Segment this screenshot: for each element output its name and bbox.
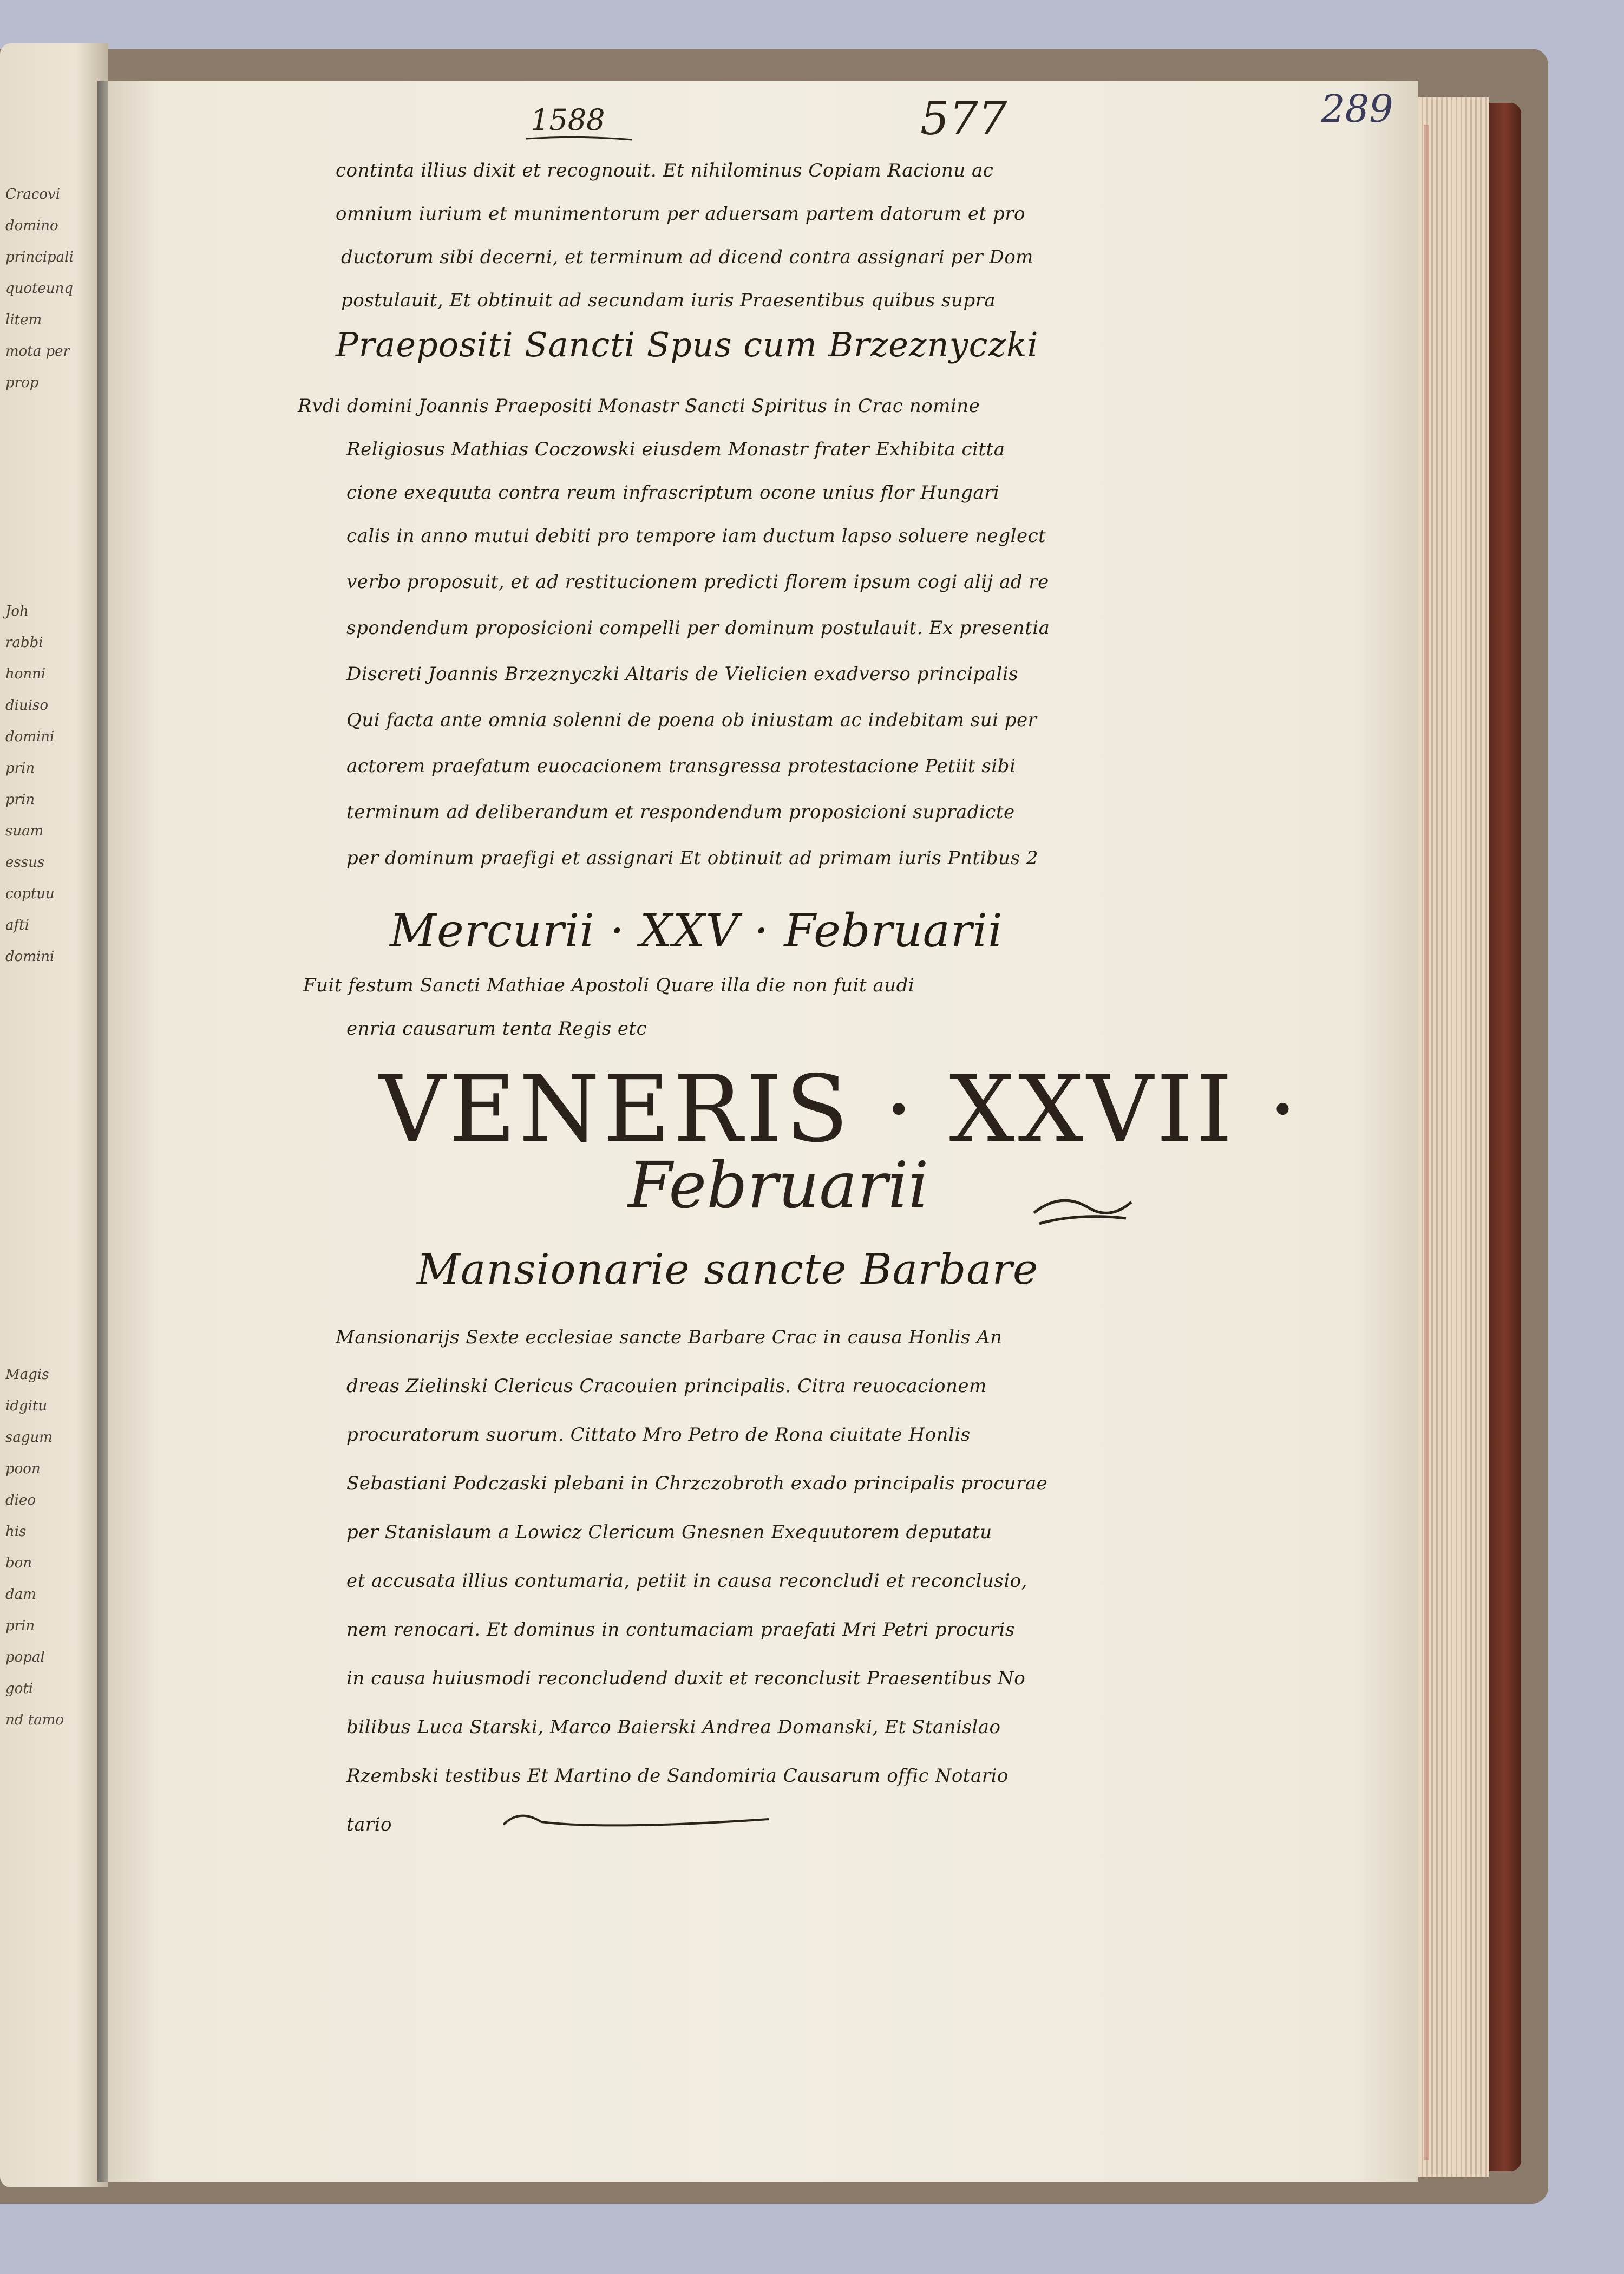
left-margin-note-3: Magis idgitu sagum poon dieo his bon dam prin popal goti nd tamo — [5, 1367, 64, 1728]
text-line-8: calis in anno mutui debiti pro tempore iam ductum lapso soluere neglect — [346, 525, 1046, 547]
text-line-27: Rzembski testibus Et Martino de Sandomiria Causarum offic Notario — [346, 1765, 1009, 1787]
year-underline — [525, 135, 633, 142]
text-line-23: et accusata illius contumaria, petiit in causa reconcludi et reconclusio, — [346, 1570, 1027, 1592]
month-heading-februarii: Februarii — [628, 1148, 929, 1223]
year-annotation: 1588 — [531, 103, 605, 137]
text-line-22: per Stanislaum a Lowicz Clericum Gnesnen Exequutorem deputatu — [346, 1521, 992, 1543]
text-line-2: omnium iurium et munimentorum per aduersam partem datorum et pro — [336, 203, 1025, 225]
section-heading-praepositi: Praepositi Sancti Spus cum Brzeznyczki — [336, 325, 1039, 364]
text-line-7: cione exequuta contra reum infrascriptum ocone unius flor Hungari — [346, 482, 1000, 504]
text-line-3: ductorum sibi decerni, et terminum ad dicend contra assignari per Dom — [341, 246, 1033, 268]
text-line-12: Qui facta ante omnia solenni de poena ob iniustam ac indebitam sui per — [346, 709, 1037, 731]
page-number: 577 — [920, 92, 1007, 145]
left-margin-note-1: Cracovi domino principali quoteunq litem mota per prop — [5, 186, 74, 391]
date-heading-mercurii: Mercurii · XXV · Februarii — [390, 904, 1003, 957]
text-line-14: terminum ad deliberandum et respondendum proposicioni supradicte — [346, 801, 1015, 823]
folio-number: 289 — [1321, 87, 1393, 131]
text-line-6: Religiosus Mathias Coczowski eiusdem Monastr frater Exhibita citta — [346, 439, 1005, 460]
text-line-11: Discreti Joannis Brzeznyczki Altaris de Vielicien exadverso principalis — [346, 663, 1019, 685]
text-line-20: procuratorum suorum. Cittato Mro Petro de Rona ciuitate Honlis — [346, 1424, 971, 1446]
flourish-ornament — [1029, 1191, 1137, 1234]
text-line-28: tario — [346, 1814, 392, 1835]
text-line-18: Mansionarijs Sexte ecclesiae sancte Barbare Crac in causa Honlis An — [336, 1327, 1003, 1348]
text-line-17: enria causarum tenta Regis etc — [346, 1018, 647, 1040]
text-line-9: verbo proposuit, et ad restitucionem predicti florem ipsum cogi alij ad re — [346, 571, 1049, 593]
text-line-1: continta illius dixit et recognouit. Et nihilominus Copiam Racionu ac — [336, 160, 994, 181]
text-line-15: per dominum praefigi et assignari Et obtinuit ad primam iuris Pntibus 2 — [346, 847, 1038, 869]
text-line-26: bilibus Luca Starski, Marco Baierski Andrea Domanski, Et Stanislao — [346, 1716, 1001, 1738]
text-line-4: postulauit, Et obtinuit ad secundam iuris Praesentibus quibus supra — [341, 290, 996, 311]
red-page-edge — [1424, 125, 1429, 2160]
date-heading-veneris: VENERIS · XXVII · — [379, 1056, 1301, 1163]
text-line-25: in causa huiusmodi reconcludend duxit et reconclusit Praesentibus No — [346, 1668, 1026, 1689]
text-line-19: dreas Zielinski Clericus Cracouien principalis. Citra reuocacionem — [346, 1375, 987, 1397]
text-line-24: nem renocari. Et dominus in contumaciam praefati Mri Petri procuris — [346, 1619, 1015, 1641]
text-line-13: actorem praefatum euocacionem transgressa protestacione Petiit sibi — [346, 755, 1016, 777]
left-page-fragment — [0, 43, 108, 2187]
closing-flourish — [498, 1803, 780, 1841]
left-margin-note-2: Joh rabbi honni diuiso domini prin prin suam essus coptuu afti domini — [5, 603, 55, 965]
text-line-21: Sebastiani Podczaski plebani in Chrzczobroth exado principalis procurae — [346, 1473, 1048, 1494]
text-line-5: Rvdi domini Joannis Praepositi Monastr Sancti Spiritus in Crac nomine — [298, 395, 980, 417]
text-line-10: spondendum proposicioni compelli per dominum postulauit. Ex presentia — [346, 617, 1050, 639]
manuscript-page — [108, 81, 1418, 2182]
book-cover-edge — [1489, 103, 1521, 2171]
text-line-16: Fuit festum Sancti Mathiae Apostoli Quare illa die non fuit audi — [303, 975, 915, 996]
section-heading-mansionarie: Mansionarie sancte Barbare — [417, 1245, 1039, 1294]
